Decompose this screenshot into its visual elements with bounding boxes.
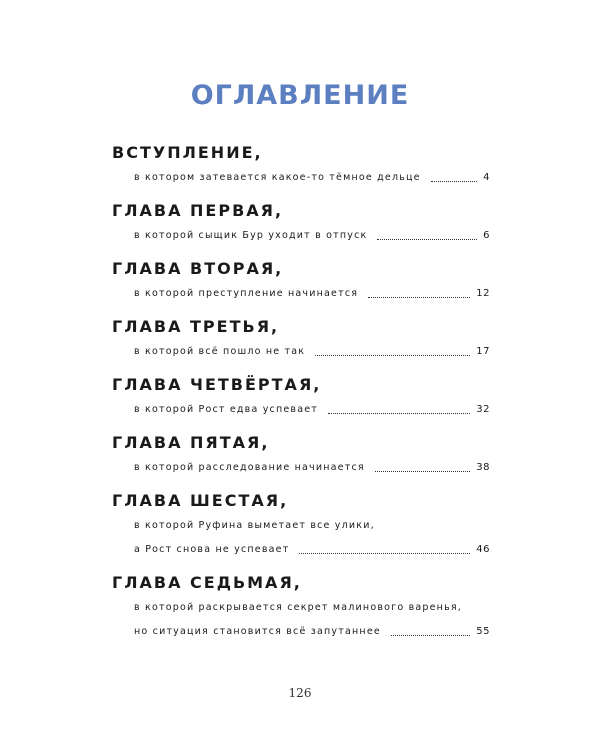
dot-leader (391, 635, 470, 636)
description-text: но ситуация становится всё запутаннее (134, 626, 381, 637)
chapter-heading: ГЛАВА ПЕРВАЯ, (112, 201, 284, 220)
chapter-description (112, 456, 490, 480)
dot-leader (328, 413, 470, 414)
chapter-description (112, 166, 490, 190)
chapter-heading: ГЛАВА ВТОРАЯ, (112, 259, 284, 278)
description-text: а Рост снова не успевает (134, 544, 290, 555)
chapter-description (112, 340, 490, 364)
dot-leader (299, 553, 470, 554)
description-text: в которой сыщик Бур уходит в отпуск (134, 230, 368, 241)
toc-entry-chapter-5 (112, 430, 490, 480)
chapter-heading: ВСТУПЛЕНИЕ, (112, 143, 263, 162)
page-ref: 46 (476, 544, 490, 555)
chapter-heading: ГЛАВА СЕДЬМАЯ, (112, 573, 302, 592)
dot-leader (377, 239, 477, 240)
page-ref: 38 (476, 462, 490, 473)
chapter-description (112, 398, 490, 422)
toc-entry-chapter-4 (112, 372, 490, 422)
page-ref: 32 (476, 404, 490, 415)
chapter-heading: ГЛАВА ЧЕТВЁРТАЯ, (112, 375, 322, 394)
page-ref: 6 (483, 230, 490, 241)
description-text: в котором затевается какое-то тёмное дельце (134, 172, 421, 183)
chapter-description (112, 282, 490, 306)
toc-entry-chapter-7 (112, 570, 490, 644)
page-number: 126 (288, 686, 312, 700)
toc-entry-chapter-3 (112, 314, 490, 364)
page-title: ОГЛАВЛЕНИЕ (190, 80, 410, 111)
description-text: в которой преступление начинается (134, 288, 359, 299)
description-text: в которой Рост едва успевает (134, 404, 319, 415)
dot-leader (315, 355, 470, 356)
page-ref: 55 (476, 626, 490, 637)
dot-leader (368, 297, 470, 298)
chapter-heading: ГЛАВА ТРЕТЬЯ, (112, 317, 280, 336)
page-ref: 12 (476, 288, 490, 299)
toc-entry-intro (112, 140, 490, 190)
table-of-contents (112, 140, 490, 644)
page-ref: 4 (483, 172, 490, 183)
chapter-heading: ГЛАВА ПЯТАЯ, (112, 433, 270, 452)
chapter-description (112, 224, 490, 248)
toc-entry-chapter-1 (112, 198, 490, 248)
chapter-description (112, 514, 490, 538)
toc-entry-chapter-2 (112, 256, 490, 306)
description-text: в которой расследование начинается (134, 462, 365, 473)
description-text: в которой всё пошло не так (134, 346, 306, 357)
description-text: в которой Руфина выметает все улики, (134, 520, 375, 531)
page-ref: 17 (476, 346, 490, 357)
chapter-description (112, 596, 490, 620)
toc-entry-chapter-6 (112, 488, 490, 562)
dot-leader (431, 181, 477, 182)
chapter-description (112, 538, 490, 562)
chapter-heading: ГЛАВА ШЕСТАЯ, (112, 491, 289, 510)
description-text: в которой раскрывается секрет малинового варенья, (134, 602, 463, 613)
dot-leader (375, 471, 470, 472)
chapter-description (112, 620, 490, 644)
